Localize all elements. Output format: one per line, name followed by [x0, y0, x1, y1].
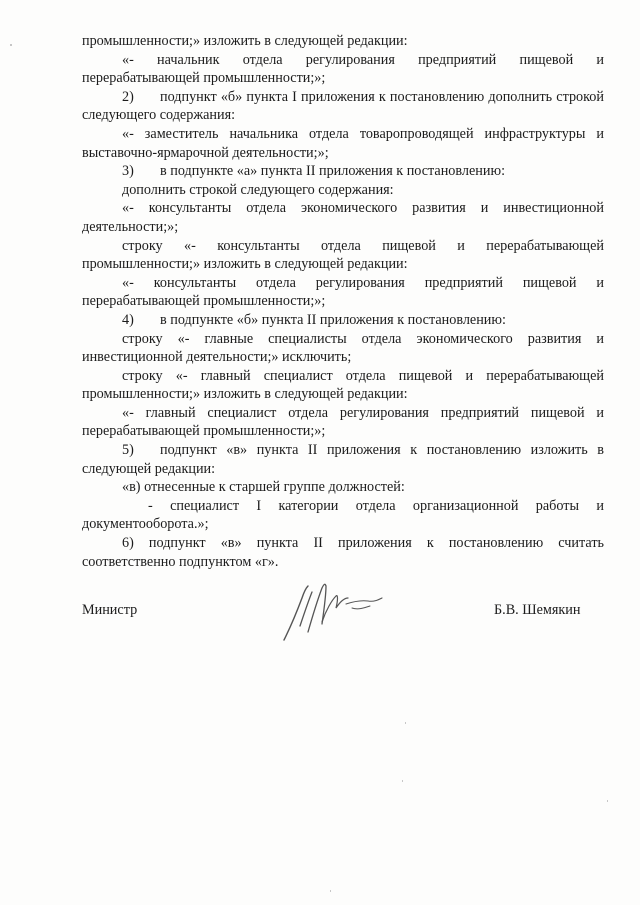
paragraph-line-15: «в) отнесенные к старшей группе должностей:	[122, 479, 405, 496]
signatory-title: Министр	[82, 602, 138, 618]
paragraph-line-8: строку «- консультанты отдела пищевой и перерабатывающей промышленности;» изложить в следующей редакции:	[82, 237, 604, 273]
list-item-3	[82, 162, 604, 181]
scan-speck	[405, 722, 406, 724]
scan-speck	[402, 780, 403, 782]
document-body	[82, 32, 604, 571]
paragraph-line-17: 6) подпункт «в» пункта II приложения к постановлению считать соответственно подпунктом «г».	[82, 535, 604, 570]
list-item-text: подпункт «б» пункта I приложения к постановлению дополнить строкой следующего содержания:	[82, 88, 604, 124]
paragraph-line-2: «- начальник отдела регулирования предприятий пищевой и перерабатывающей промышленности;»;	[82, 51, 604, 87]
list-number: 2)	[122, 88, 134, 105]
handwritten-signature	[278, 574, 388, 646]
scan-speck	[10, 44, 12, 46]
list-item-text: подпункт «в» пункта II приложения к постановлению изложить в следующей редакции:	[82, 442, 604, 477]
scan-speck	[330, 890, 331, 892]
paragraph-line-11: строку «- главные специалисты отдела экономического развития и инвестиционной деятельности;» исключить;	[82, 330, 604, 366]
paragraph-line-9: «- консультанты отдела регулирования предприятий пищевой и перерабатывающей промышленности;»;	[82, 274, 604, 310]
paragraph-line-7: «- консультанты отдела экономического развития и инвестиционной деятельности;»;	[82, 200, 604, 235]
list-item-4	[82, 311, 604, 330]
paragraph-line-6: дополнить строкой следующего содержания:	[122, 181, 394, 198]
paragraph-line-13: «- главный специалист отдела регулирования предприятий пищевой и перерабатывающей промышленности;»;	[82, 404, 604, 440]
list-number: 4)	[122, 311, 134, 328]
list-item-2	[82, 88, 604, 125]
signatory-name: Б.В. Шемякин	[494, 602, 581, 618]
paragraph-line-4: «- заместитель начальника отдела товаропроводящей инфраструктуры и выставочно-ярмарочной деятельности;»;	[82, 125, 604, 161]
list-item-5	[82, 441, 604, 478]
paragraph-line-16: - специалист I категории отдела организационной работы и документооборота.»;	[82, 497, 604, 533]
scan-speck	[607, 800, 608, 802]
list-number: 5)	[122, 442, 134, 459]
paragraph-line-1: промышленности;» изложить в следующей редакции:	[82, 33, 408, 49]
list-item-text: в подпункте «б» пункта II приложения к постановлению:	[160, 311, 506, 328]
paragraph-line-12: строку «- главный специалист отдела пищевой и перерабатывающей промышленности;» изложить в следующей редакции:	[82, 367, 604, 403]
list-item-text: в подпункте «а» пункта II приложения к постановлению:	[160, 163, 506, 180]
list-number: 3)	[122, 163, 134, 180]
